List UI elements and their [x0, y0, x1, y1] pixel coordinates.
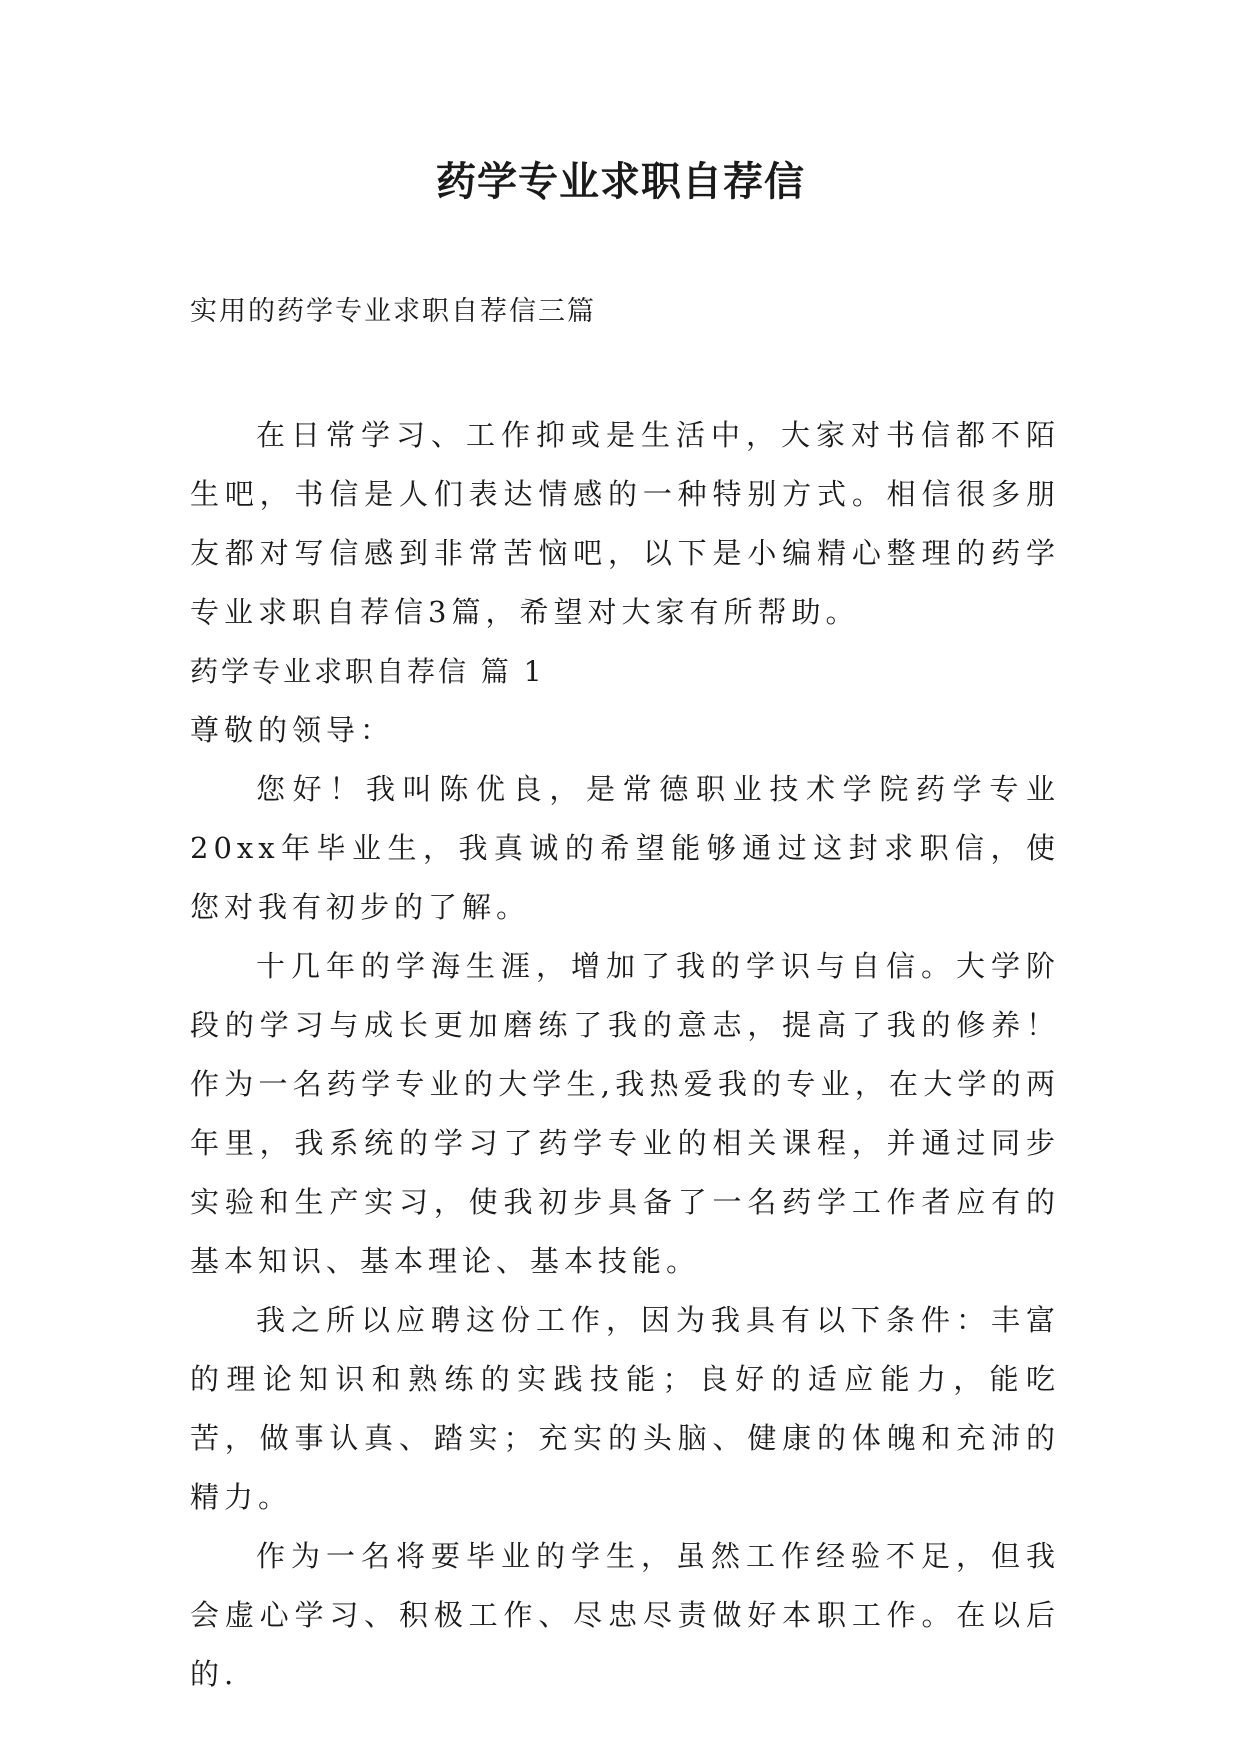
section-heading: 药学专业求职自荐信 篇 1	[190, 655, 545, 688]
intro-paragraph: 在日常学习、工作抑或是生活中，大家对书信都不陌生吧，书信是人们表达情感的一种特别方式。相信很多朋友都对写信感到非常苦恼吧，以下是小编精心整理的药学专业求职自荐信3篇，希望对大家有所帮助。	[190, 418, 1060, 629]
body-paragraph: 我之所以应聘这份工作，因为我具有以下条件：丰富的理论知识和熟练的实践技能；良好的适应能力，能吃苦，做事认真、踏实；充实的头脑、健康的体魄和充沛的精力。	[190, 1303, 1060, 1514]
body-paragraph: 十几年的学海生涯，增加了我的学识与自信。大学阶段的学习与成长更加磨练了我的意志，提高了我的修养！作为一名药学专业的大学生,我热爱我的专业，在大学的两年里，我系统的学习了药学专业的相关课程，并通过同步实验和生产实习，使我初步具备了一名药学工作者应有的基本知识、基本理论、基本技能。	[190, 949, 1060, 1278]
salutation: 尊敬的领导：	[190, 713, 395, 747]
page-title: 药学专业求职自荐信	[436, 158, 805, 205]
body-paragraph: 作为一名将要毕业的学生，虽然工作经验不足，但我会虚心学习、积极工作、尽忠尽责做好本职工作。在以后的.	[190, 1539, 1060, 1691]
document-subtitle: 实用的药学专业求职自荐信三篇	[190, 296, 596, 327]
body-paragraph: 您好！我叫陈优良，是常德职业技术学院药学专业20xx年毕业生，我真诚的希望能够通过这封求职信，使您对我有初步的了解。	[190, 772, 1060, 924]
document-body	[190, 406, 1060, 1704]
